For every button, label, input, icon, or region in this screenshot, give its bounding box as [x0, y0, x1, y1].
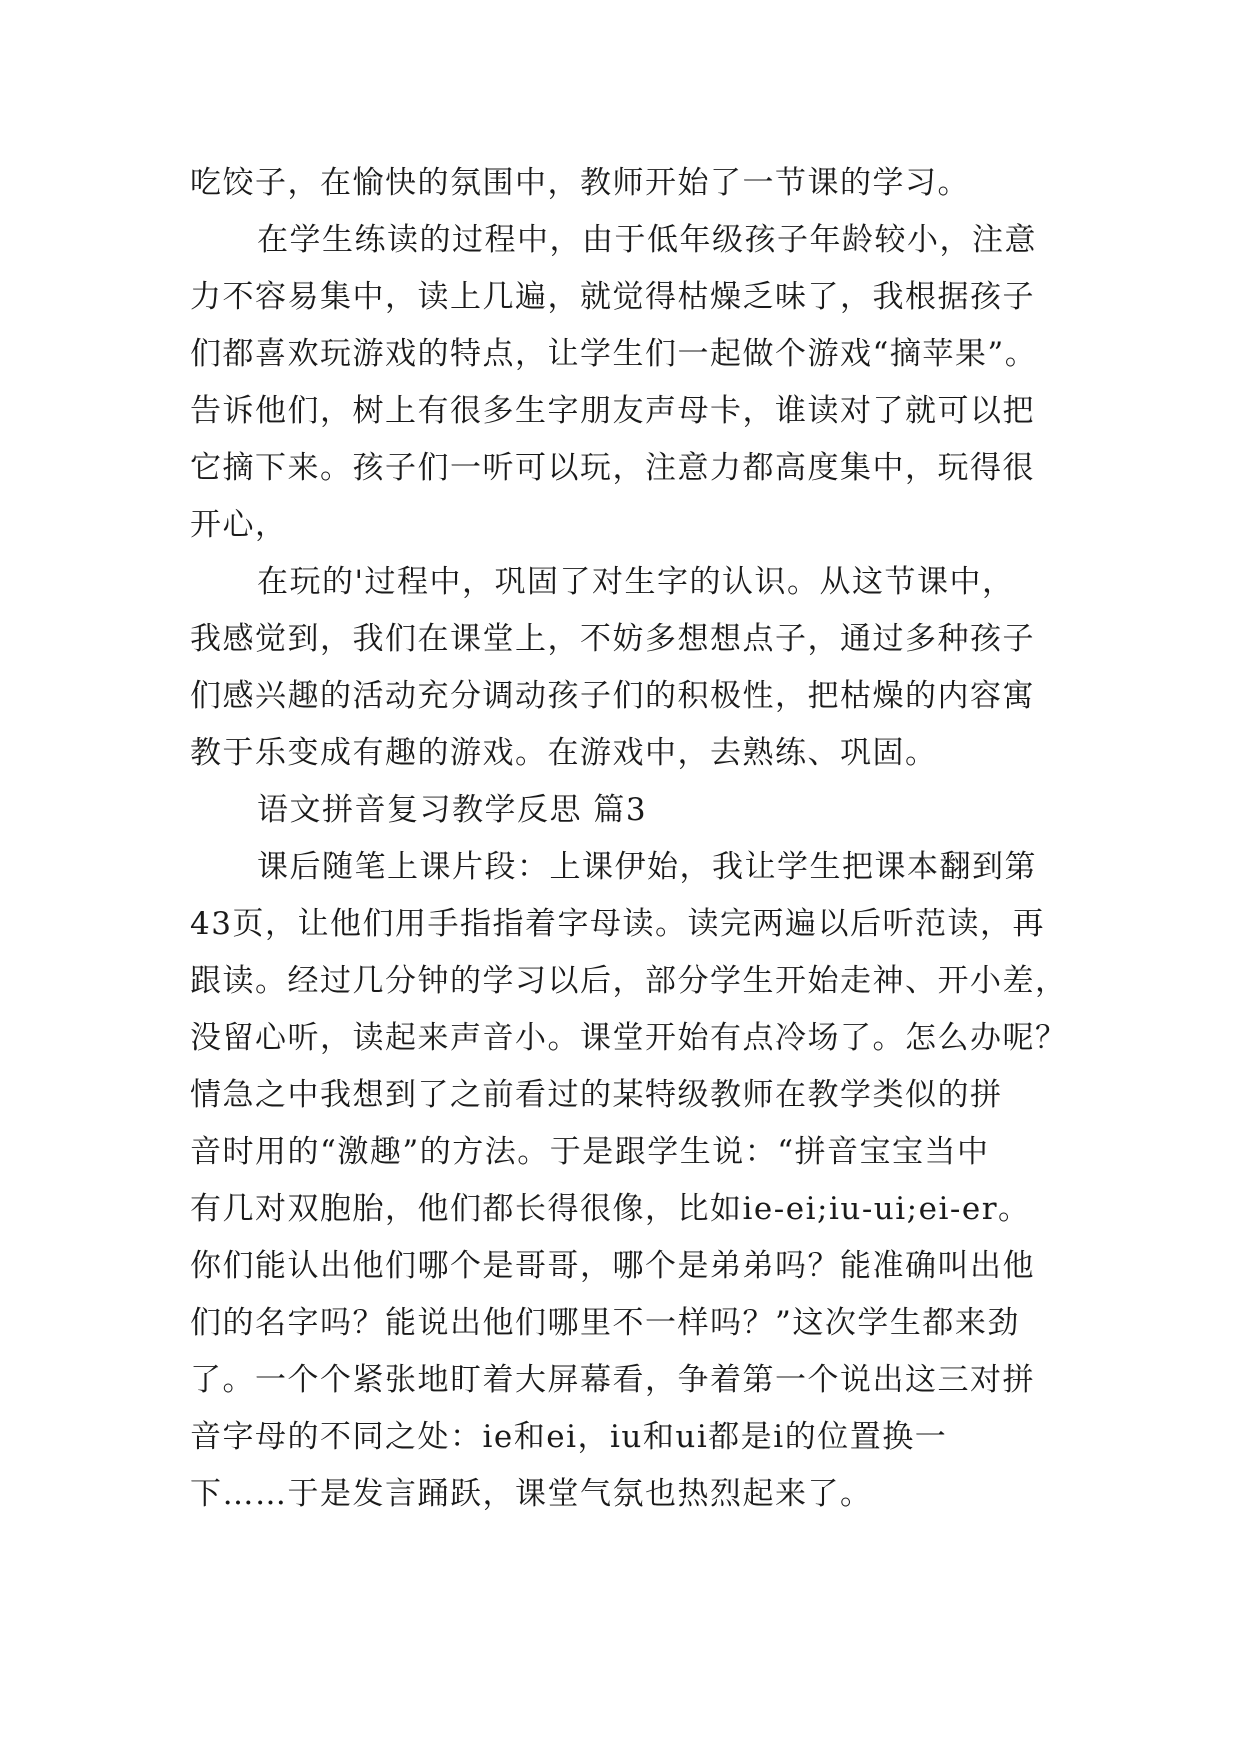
text-line: 了。一个个紧张地盯着大屏幕看，争着第一个说出这三对拼	[190, 1362, 1035, 1398]
paragraph-start-line: 在学生练读的过程中，由于低年级孩子年龄较小，注意	[257, 222, 1037, 258]
text-line: 我感觉到，我们在课堂上，不妨多想想点子，通过多种孩子	[190, 621, 1035, 657]
text-line: 有几对双胞胎，他们都长得很像，比如ie-ei;iu-ui;ei-er。	[190, 1191, 1031, 1227]
text-line: 吃饺子，在愉快的氛围中，教师开始了一节课的学习。	[190, 165, 970, 201]
text-line: 们感兴趣的活动充分调动孩子们的积极性，把枯燥的内容寓	[190, 678, 1035, 714]
section-heading: 语文拼音复习教学反思 篇3	[257, 792, 648, 828]
text-line: 音字母的不同之处：ie和ei，iu和ui都是i的位置换一	[190, 1419, 948, 1455]
paragraph-start-line: 课后随笔上课片段：上课伊始，我让学生把课本翻到第	[257, 849, 1037, 885]
text-line: 们的名字吗？能说出他们哪里不一样吗？”这次学生都来劲	[190, 1305, 1020, 1341]
text-line: 们都喜欢玩游戏的特点，让学生们一起做个游戏“摘苹果”。	[190, 336, 1038, 372]
text-line: 教于乐变成有趣的游戏。在游戏中，去熟练、巩固。	[190, 735, 938, 771]
paragraph-start-line: 在玩的'过程中，巩固了对生字的认识。从这节课中，	[257, 564, 1015, 600]
text-line: 没留心听，读起来声音小。课堂开始有点冷场了。怎么办呢？	[190, 1020, 1068, 1056]
text-line: 力不容易集中，读上几遍，就觉得枯燥乏味了，我根据孩子	[190, 279, 1035, 315]
text-line: 音时用的“激趣”的方法。于是跟学生说：“拼音宝宝当中	[190, 1134, 990, 1170]
text-line: 下……于是发言踊跃，课堂气氛也热烈起来了。	[190, 1476, 873, 1512]
text-line: 43页，让他们用手指指着字母读。读完两遍以后听范读，再	[190, 906, 1045, 942]
text-line: 你们能认出他们哪个是哥哥，哪个是弟弟吗？能准确叫出他	[190, 1248, 1035, 1284]
text-line: 情急之中我想到了之前看过的某特级教师在教学类似的拼	[190, 1077, 1003, 1113]
text-line: 它摘下来。孩子们一听可以玩，注意力都高度集中，玩得很	[190, 450, 1035, 486]
text-line: 跟读。经过几分钟的学习以后，部分学生开始走神、开小差，	[190, 963, 1068, 999]
text-line: 开心，	[190, 507, 288, 543]
text-line: 告诉他们，树上有很多生字朋友声母卡，谁读对了就可以把	[190, 393, 1035, 429]
